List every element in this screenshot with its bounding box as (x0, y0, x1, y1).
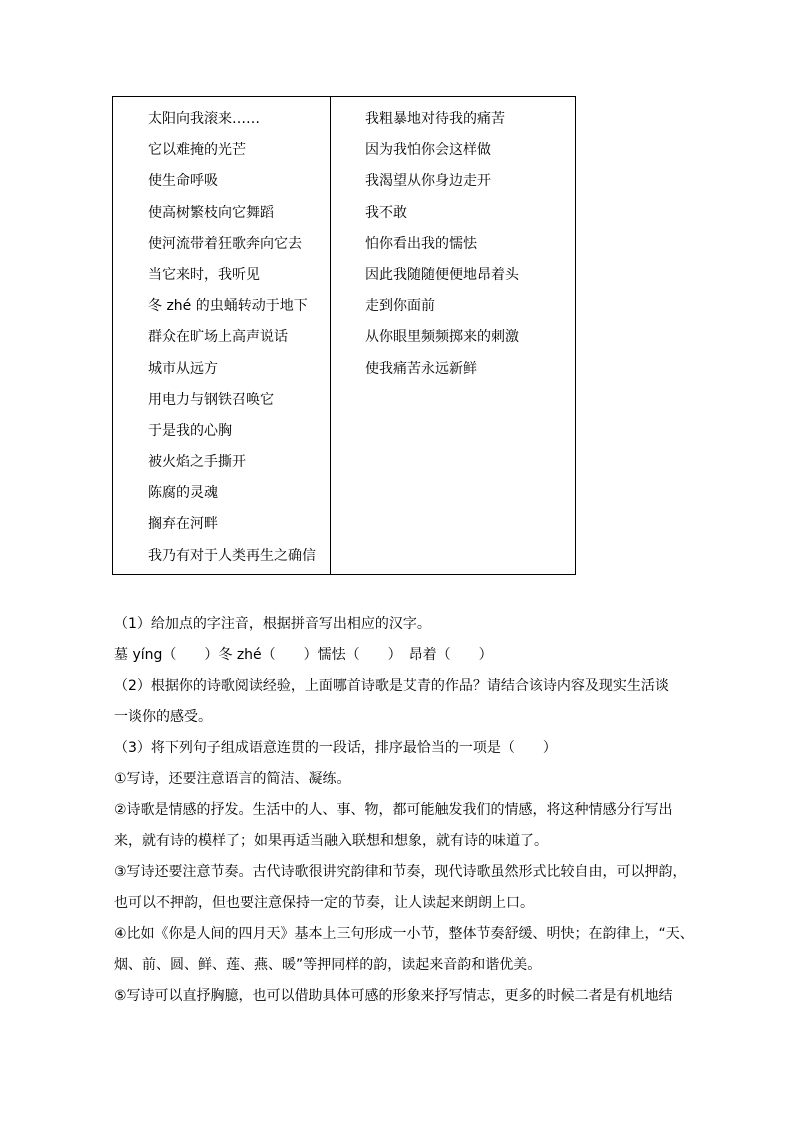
sentence-2-line-2: 来，就有诗的模样了；如果再适当融入联想和想象，就有诗的味道了。 (114, 833, 548, 849)
question-1: （1）给加点的字注音，根据拼音写出相应的汉字。 (114, 616, 431, 632)
poem-line: 用电力与钢铁召唤它 (148, 391, 274, 408)
poem-line: 于是我的心胸 (148, 422, 232, 439)
poem-table (112, 96, 576, 575)
poem-line: 太阳向我滚来…… (148, 111, 260, 127)
sentence-1: ①写诗，还要注意语言的简洁、凝练。 (114, 771, 351, 787)
poem-line: 当它来时，我听见 (148, 266, 260, 283)
poem-line: 被火焰之手撕开 (148, 454, 246, 471)
sentence-4-line-1: ④比如《你是人间的四月天》基本上三句形成一小节，整体节奏舒缓、明快；在韵律上，“天、 (114, 926, 694, 942)
poem-line: 因为我怕你会这样做 (365, 142, 491, 159)
poem-column-right (331, 97, 575, 574)
sentence-5-line-1: ⑤写诗可以直抒胸臆，也可以借助具体可感的形象来抒写情志，更多的时候二者是有机地结 (114, 988, 673, 1004)
poem-line: 使生命呼吸 (148, 173, 218, 190)
poem-line: 我乃有对于人类再生之确信 (148, 547, 316, 564)
poem-line: 城市从远方 (148, 360, 218, 377)
sentence-3-line-2: 也可以不押韵，但也要注意保持一定的节奏，让人读起来朗朗上口。 (114, 895, 534, 911)
poem-line: 从你眼里频频掷来的刺激 (365, 329, 519, 346)
poem-line: 我粗暴地对待我的痛苦 (365, 111, 505, 127)
poem-line: 走到你面前 (365, 298, 435, 315)
question-3: （3）将下列句子组成语意连贯的一段话，排序最恰当的一项是（ ） (114, 740, 557, 756)
poem-line: 搁弃在河畔 (148, 516, 218, 533)
poem-line: 使我痛苦永远新鲜 (365, 360, 477, 377)
poem-column-left (113, 97, 331, 574)
question-1-fill-blanks: 墓 yíng（ ）冬 zhé（ ）懦怯（ ） 昂着（ ） (114, 647, 493, 663)
poem-line: 怕你看出我的懦怯 (365, 235, 477, 252)
poem-line: 冬 zhé 的虫蛹转动于地下 (148, 298, 308, 315)
question-2-line-1: （2）根据你的诗歌阅读经验，上面哪首诗歌是艾青的作品？请结合该诗内容及现实生活谈 (114, 678, 669, 694)
question-2-line-2: 一谈你的感受。 (114, 709, 212, 725)
poem-line: 我不敢 (365, 204, 407, 221)
sentence-3-line-1: ③写诗还要注意节奏。古代诗歌很讲究韵律和节奏，现代诗歌虽然形式比较自由，可以押韵， (114, 864, 687, 880)
poem-line: 因此我随随便便地昂着头 (365, 266, 519, 283)
sentence-2-line-1: ②诗歌是情感的抒发。生活中的人、事、物，都可能触发我们的情感，将这种情感分行写出 (114, 802, 673, 818)
poem-line: 我渴望从你身边走开 (365, 173, 491, 190)
poem-line: 使高树繁枝向它舞蹈 (148, 204, 274, 221)
poem-line: 它以难掩的光芒 (148, 142, 246, 159)
poem-line: 群众在旷场上高声说话 (148, 329, 288, 346)
sentence-4-line-2: 烟、前、圆、鲜、莲、燕、暖”等押同样的韵，读起来音韵和谐优美。 (114, 957, 542, 973)
poem-line: 使河流带着狂歌奔向它去 (148, 235, 302, 252)
poem-line: 陈腐的灵魂 (148, 485, 218, 502)
